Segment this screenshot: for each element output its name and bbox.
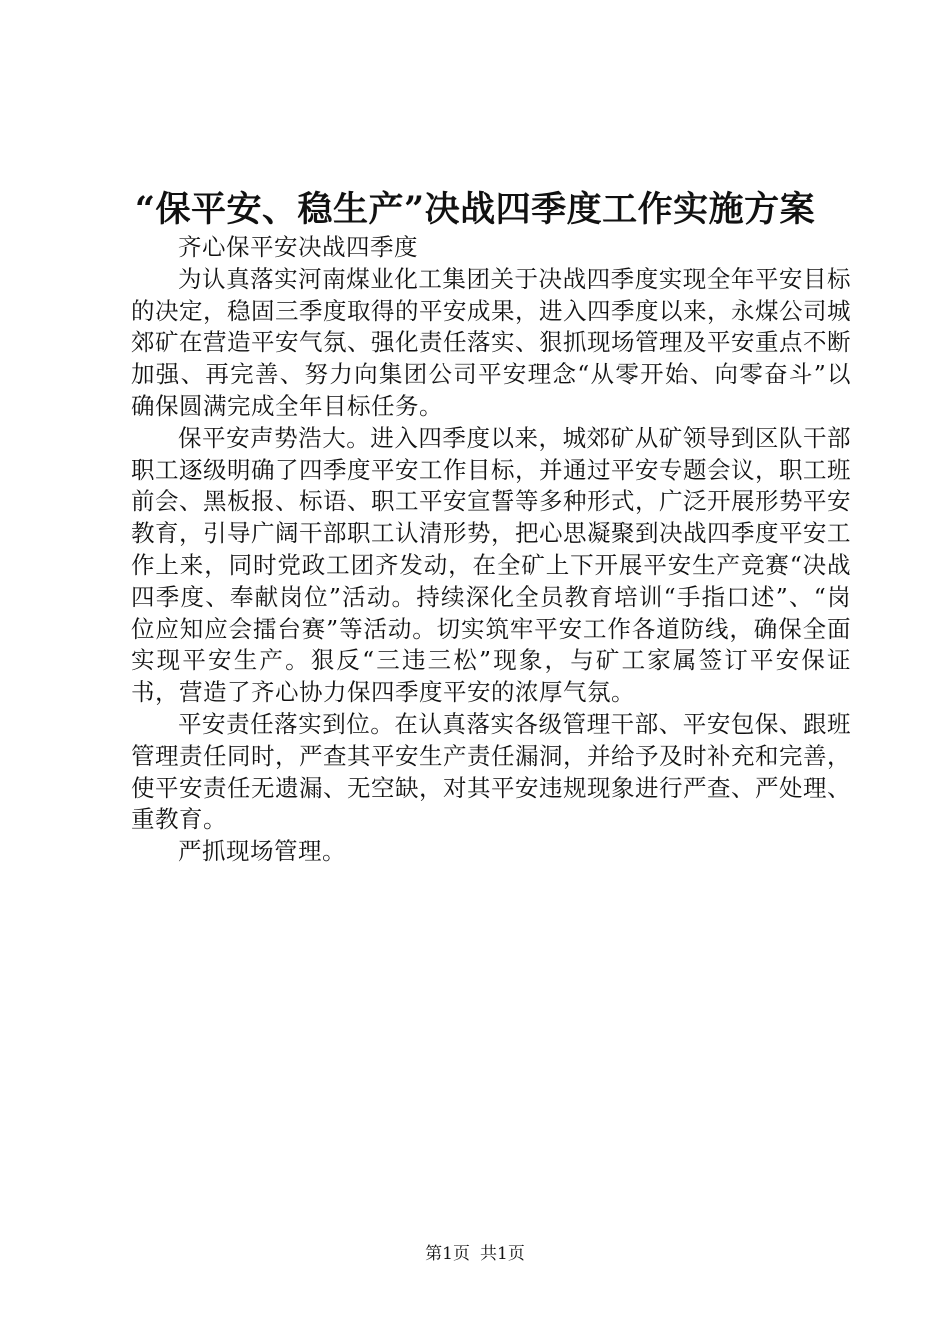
document-body: [131, 232, 851, 868]
paragraph-safety-momentum: 保平安声势浩大。进入四季度以来，城郊矿从矿领导到区队干部职工逐级明确了四季度平安工作目标，并通过平安专题会议，职工班前会、黑板报、标语、职工平安宣誓等多种形式，广泛开展形势平安教育，引导广阔干部职工认清形势，把心思凝聚到决战四季度平安工作上来，同时党政工团齐发动，在全矿上下开展平安生产竞赛“决战四季度、奉献岗位”活动。持续深化全员教育培训“手指口述”、“岗位应知应会擂台赛”等活动。切实筑牢平安工作各道防线，确保全面实现平安生产。狠反“三违三松”现象，与矿工家属签订平安保证书，营造了齐心协力保四季度平安的浓厚气氛。: [131, 423, 851, 707]
paragraph-intro: 为认真落实河南煤业化工集团关于决战四季度实现全年平安目标的决定，稳固三季度取得的平安成果，进入四季度以来，永煤公司城郊矿在营造平安气氛、强化责任落实、狠抓现场管理及平安重点不断加强、再完善、努力向集团公司平安理念“从零开始、向零奋斗”以确保圆满完成全年目标任务。: [131, 264, 851, 420]
paragraph-site-management: 严抓现场管理。: [178, 837, 346, 866]
page-footer: [0, 1242, 950, 1266]
paragraph-responsibility: 平安责任落实到位。在认真落实各级管理干部、平安包保、跟班管理责任同时，严查其平安生产责任漏洞，并给予及时补充和完善，使平安责任无遗漏、无空缺，对其平安违规现象进行严查、严处理、重教育。: [131, 709, 851, 834]
document-title: “保平安、稳生产”决战四季度工作实施方案: [134, 189, 816, 230]
paragraph-subtitle: 齐心保平安决战四季度: [178, 233, 418, 261]
page-total: 共1页: [480, 1244, 525, 1264]
page-number: 第1页: [425, 1244, 470, 1264]
